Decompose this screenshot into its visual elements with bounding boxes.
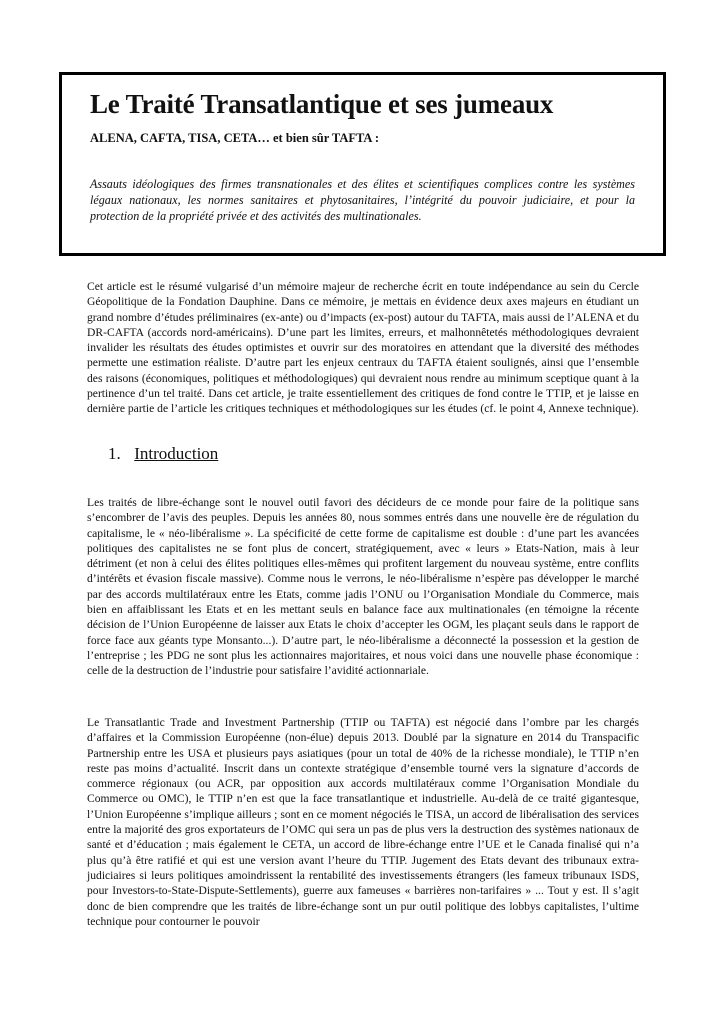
document-abstract: Assauts idéologiques des firmes transnationales et des élites et scientifiques complices contre les systèmes légaux nationaux, les normes sanitaires et phytosanitaires, l’intégrité du pouvoir judiciaire, et pour la protection de la propriété privée et des activités des multinationales. — [90, 177, 635, 223]
body-paragraph-text: Les traités de libre-échange sont le nouvel outil favori des décideurs de ce monde pour faire de la politique sans s’encombrer de l’avis des peuples. Depuis les années 80, nous sommes entrés dans une nouvelle ère de régulation du capitalisme, le « néo-libéralisme ». La spécificité de cette forme de capitalisme est double : d’une part les avancées politiques des capitalistes ne se font plus de concert, stratégiquement, avec « leurs » Etats-Nation, mais à leur détriment (et non à celui des élites politiques elles-mêmes qui profitent largement du nouveau système, entre conflits d’intérêts et évasion fiscale massive). Comme nous le verrons, le néo-libéralisme n’espère pas développer le marché par des accords multilatéraux entre les Etats, comme jadis l’ONU ou l’Organisation Mondiale du Commerce, mais bien en affaiblissant les Etats et en les mettant seuls en balance face aux multinationales (en témoigne la récente décision de l’Union Européenne de laisser aux Etats le choix d’accepter les OGM, les plaçant seuls dans le rapport de force face aux géants type Monsanto...). D’autre part, le néo-libéralisme a déconnecté la possession et la gestion de l’entreprise ; les PDG ne sont plus les actionnaires majoritaires, et nous voici dans une nouvelle phase économique : celle de la destruction de l’industrie pour satisfaire l’avidité actionnariale. — [87, 496, 639, 678]
title-box — [59, 72, 666, 256]
document-subtitle: ALENA, CAFTA, TISA, CETA… et bien sûr TAFTA : — [90, 131, 380, 145]
document-title: Le Traité Transatlantique et ses jumeaux — [90, 89, 554, 119]
section-title: Introduction — [134, 444, 219, 463]
section-number: 1. — [108, 444, 121, 463]
intro-paragraph-text: Cet article est le résumé vulgarisé d’un mémoire majeur de recherche écrit en toute indépendance au sein du Cercle Géopolitique de la Fondation Dauphine. Dans ce mémoire, je mettais en évidence deux axes majeurs en étudiant un grand nombre d’études préliminaires (ex-ante) ou d’impacts (ex-post) autour du TAFTA, mais aussi de l’ALENA et du DR-CAFTA (accords nord-américains). D’une part les limites, erreurs, et malhonnêtetés méthodologiques devraient invalider les résultats des études optimistes et ouvrir sur des moratoires en attendant que la diversité des méthodes permette une estimation réaliste. D’autre part les enjeux centraux du TAFTA étaient soulignés, ainsi que l’ensemble des raisons (économiques, politiques et méthodologiques) qui devraient nous rendre au minimum sceptique quant à la pertinence d’un tel traité. Dans cet article, je traite essentiellement des critiques de fond contre le TTIP, et je laisse en dernière partie de l’article les critiques techniques et méthodologiques sur les études (cf. le point 4, Annexe technique). — [87, 280, 639, 416]
intro-paragraph — [87, 279, 639, 417]
body-paragraph — [87, 715, 639, 929]
body-paragraph — [87, 495, 639, 679]
body-paragraph-text: Le Transatlantic Trade and Investment Partnership (TTIP ou TAFTA) est négocié dans l’ombre par les chargés d’affaires et la Commission Européenne (non-élue) depuis 2013. Doublé par la signature en 2014 du Transpacific Partnership entre les USA et plusieurs pays asiatiques (pour un total de 40% de la richesse mondiale), le TTIP n’en reste pas moins d’actualité. Inscrit dans un contexte stratégique d’ensemble tourné vers la signature d’accords de commerce régionaux (ou ACR, par opposition aux accords multilatéraux comme l’Organisation Mondiale du Commerce ou OMC), le TTIP n’en est que la face transatlantique et industrielle. Au-delà de ce traité gigantesque, l’Union Européenne s’implique ailleurs ; sont en ce moment négociés le TISA, un accord de libéralisation des services entre la majorité des gros exportateurs de l’OMC qui sera un pas de plus vers la destruction des systèmes nationaux de santé et d’éducation ; mais également le CETA, un accord de libre-échange entre l’UE et le Canada finalisé qui n’a plus qu’à être ratifié et qui est une version avant l’heure du TTIP. Jugement des Etats devant des tribunaux extra-judiciaires si leurs politiques amoindrissent la rentabilité des investissements étrangers (les fameux tribunaux ISDS, pour Investors-to-State-Dispute-Settlements), guerre aux fameuses « barrières non-tarifaires » ... Tout y est. Il s’agit donc de bien comprendre que les traités de libre-échange sont un pur outil politique des lobbys capitalistes, l’ultime technique pour contourner le pouvoir — [87, 716, 639, 928]
section-heading — [108, 443, 218, 465]
